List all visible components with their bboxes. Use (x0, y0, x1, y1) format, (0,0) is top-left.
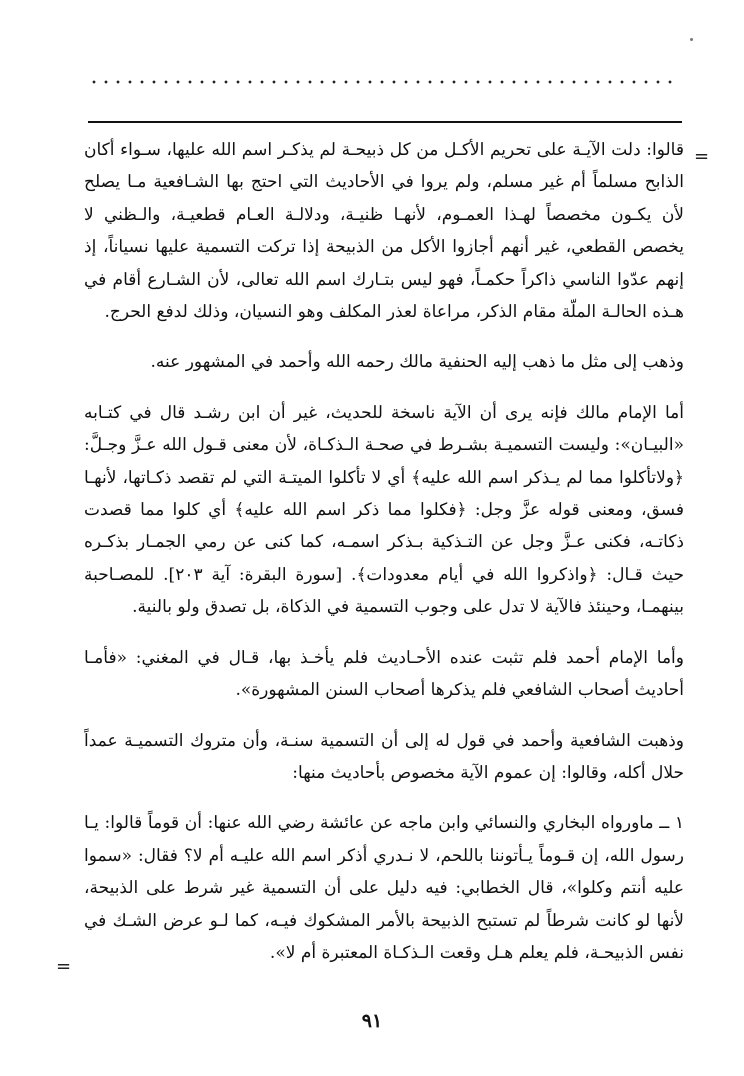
scan-speck (690, 38, 693, 41)
paragraph-hadith-1: ١ ــ ماورواه البخاري والنسائي وابن ماجه عن عائشة رضي الله عنها: أن قوماً قالوا: يـا رسول الله، إن قـوماً يـأتوننا باللحم، لا نـدري أذكر اسم الله عليـه أم لا؟ فقال: «سموا عليه أنتم وكلوا»، قال الخطابي: فيه دليل على أن التسمية غير شرط على الذبيحة، لأنها لو كانت شرطاً لم تستبح الذبيحة بالأمر المشكوك فيـه، كما لـو عرض الشـك في نفس الذبيحـة، فلم يعلم هـل وقعت الـذكـاة المعتبرة أم لا». (84, 813, 684, 963)
continuation-mark-bottom: = (56, 956, 72, 977)
paragraph-malik-ahmad: وذهب إلى مثل ما ذهب إليه الحنفية مالك رحمه الله وأحمد في المشهور عنه. (150, 352, 684, 373)
main-text (84, 134, 684, 969)
paragraph-hanafi-argument: قالوا: دلت الآيـة على تحريم الأكـل من كل ذبيحـة لم يذكـر اسم الله عليها، سـواء أكان الذابح مسلماً أم غير مسلم، ولم يروا في الأحاديث التي احتج بها الشـافعية مـا يصلح لأن يكـون مخصصاً لهـذا العمـوم، لأنهـا ظنيـة، ودلالـة العـام قطعيـة، والـظني لا يخصص القطعي، غير أنهم أجازوا الأكل من الذبيحة إذا تركت التسمية عليها نسياناً، إذ إنهم عدّوا الناسي ذاكراً حكمـاً، فهو ليس بتـارك اسم الله تعالى، لأن الشـارع أقام في هـذه الحالـة الملّة مقام الذكر، مراعاة لعذر المكلف وهو النسيان، وذلك لدفع الحرج. (84, 140, 684, 323)
paragraph-imam-malik: أما الإمام مالك فإنه يرى أن الآية ناسخة للحديث، غير أن ابن رشـد قال في كتـابه «البيـان»: وليست التسميـة بشـرط في صحـة الـذكـاة، لأن معنى قـول الله عـزَّ وجـلَّ: ﴿ولاتأكلوا مما لم يـذكر اسم الله عليه﴾ أي لا تأكلوا الميتـة التي لم تقصد ذكـاتها، لأنهـا فسق، ومعنى قوله عزَّ وجل: ﴿فكلوا مما ذكر اسم الله عليه﴾ أي كلوا مما قصدت ذكاتـه، فكنى عـزَّ وجل عن التـذكية بـذكر اسمـه، كما كنى عن رمي الجمـار بذكـره حيث قـال: ﴿واذكروا الله في أيام معدودات﴾. [سورة البقرة: آية ٢٠٣]. للمصـاحبة بينهمـا، وحينئذ فالآية لا تدل على وجوب التسمية في الذكاة، بل تصدق ولو بالنية. (84, 402, 684, 618)
continuation-mark-top: = (694, 146, 710, 167)
header-rule (88, 121, 682, 123)
paragraph-imam-ahmad: وأما الإمام أحمد فلم تثبت عنده الأحـاديث فلم يأخـذ بها، قـال في المغني: «فأمـا أحاديث أصحاب الشافعي فلم يذكرها أصحاب السنن المشهورة». (84, 647, 684, 701)
header-dotted-line (88, 80, 680, 84)
paragraph-shafii-view: وذهبت الشافعية وأحمد في قول له إلى أن التسمية سنـة، وأن متروك التسميـة عمداً حلال أكله، وقالوا: إن عموم الآية مخصوص بأحاديث منها: (84, 730, 684, 783)
page-number: ٩١ (361, 1010, 383, 1032)
